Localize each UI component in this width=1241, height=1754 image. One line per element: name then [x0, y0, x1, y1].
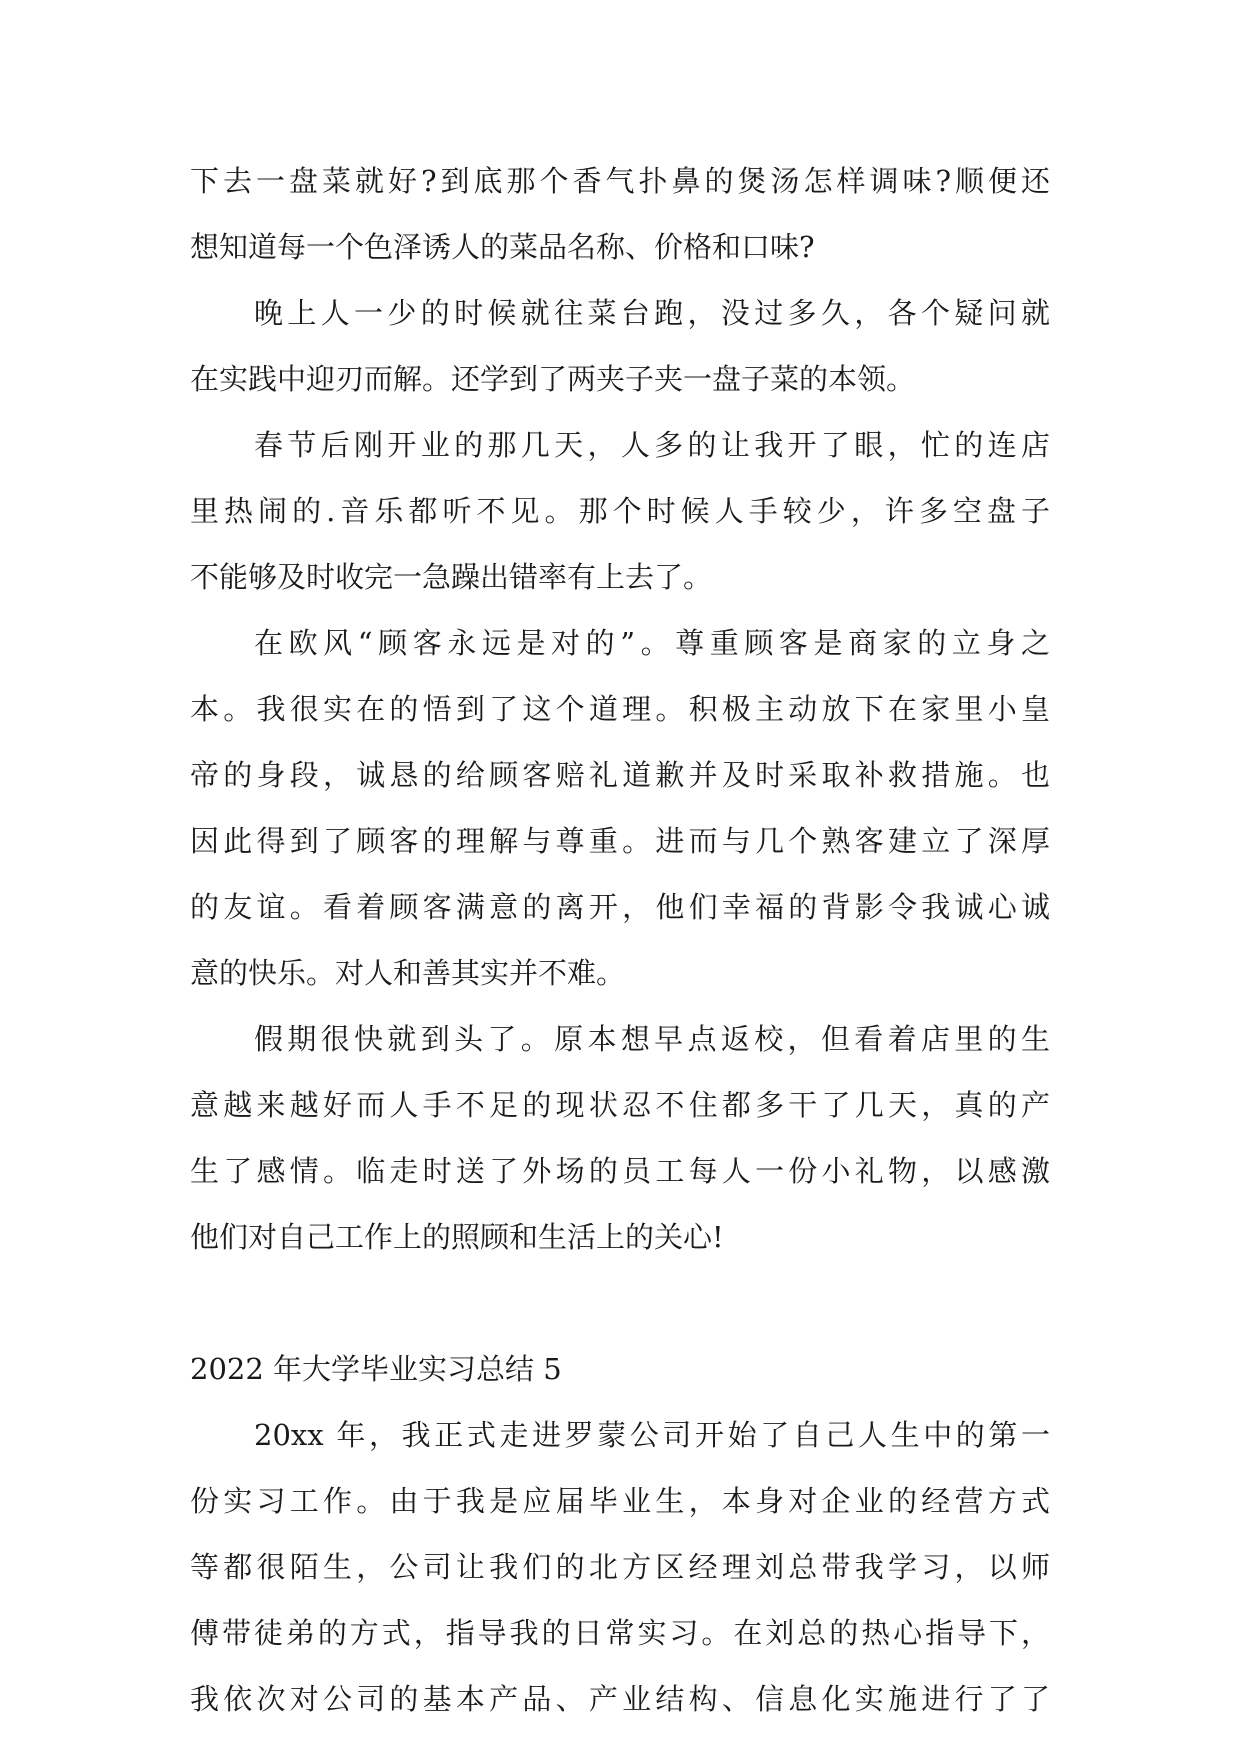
text-line: 我依次对公司的基本产品、产业结构、信息化实施进行了了 [190, 1682, 1050, 1716]
text-line: 等都很陌生，公司让我们的北方区经理刘总带我学习，以师 [190, 1550, 1050, 1584]
text-line: 生了感情。临走时送了外场的员工每人一份小礼物，以感激 [190, 1154, 1050, 1188]
paragraph [190, 412, 1050, 610]
text-line: 在欧风“顾客永远是对的”。尊重顾客是商家的立身之 [254, 626, 1050, 660]
text-line: 傅带徒弟的方式，指导我的日常实习。在刘总的热心指导下， [190, 1616, 1050, 1650]
text-line: 份实习工作。由于我是应届毕业生，本身对企业的经营方式 [190, 1484, 1050, 1518]
text-line: 20xx 年，我正式走进罗蒙公司开始了自己人生中的第一 [254, 1418, 1050, 1452]
text-line: 本。我很实在的悟到了这个道理。积极主动放下在家里小皇 [190, 692, 1050, 726]
document-body [190, 148, 1050, 1732]
text-line: 想知道每一个色泽诱人的菜品名称、价格和口味? [190, 230, 815, 264]
text-line: 假期很快就到头了。原本想早点返校，但看着店里的生 [254, 1022, 1050, 1056]
text-line: 他们对自己工作上的照顾和生活上的关心! [190, 1220, 724, 1254]
paragraph [190, 280, 1050, 412]
paragraph [190, 148, 1050, 280]
text-line: 晚上人一少的时候就往菜台跑，没过多久，各个疑问就 [254, 296, 1050, 330]
text-line: 不能够及时收完一急躁出错率有上去了。 [190, 560, 713, 594]
text-line: 意越来越好而人手不足的现状忍不住都多干了几天，真的产 [190, 1088, 1050, 1122]
paragraph [190, 1006, 1050, 1270]
text-line: 因此得到了顾客的理解与尊重。进而与几个熟客建立了深厚 [190, 824, 1050, 858]
text-line: 下去一盘菜就好?到底那个香气扑鼻的煲汤怎样调味?顺便还 [190, 164, 1050, 198]
paragraph [190, 1402, 1050, 1732]
section-spacer [190, 1270, 1050, 1336]
text-line: 春节后刚开业的那几天，人多的让我开了眼，忙的连店 [254, 428, 1050, 462]
paragraph [190, 610, 1050, 1006]
text-line: 意的快乐。对人和善其实并不难。 [190, 956, 626, 990]
text-line: 里热闹的.音乐都听不见。那个时候人手较少，许多空盘子 [190, 494, 1050, 528]
text-line: 帝的身段，诚恳的给顾客赔礼道歉并及时采取补救措施。也 [190, 758, 1050, 792]
text-line: 的友谊。看着顾客满意的离开，他们幸福的背影令我诚心诚 [190, 890, 1050, 924]
section-heading: 2022 年大学毕业实习总结 5 [190, 1352, 562, 1386]
text-line: 在实践中迎刃而解。还学到了两夹子夹一盘子菜的本领。 [190, 362, 916, 396]
